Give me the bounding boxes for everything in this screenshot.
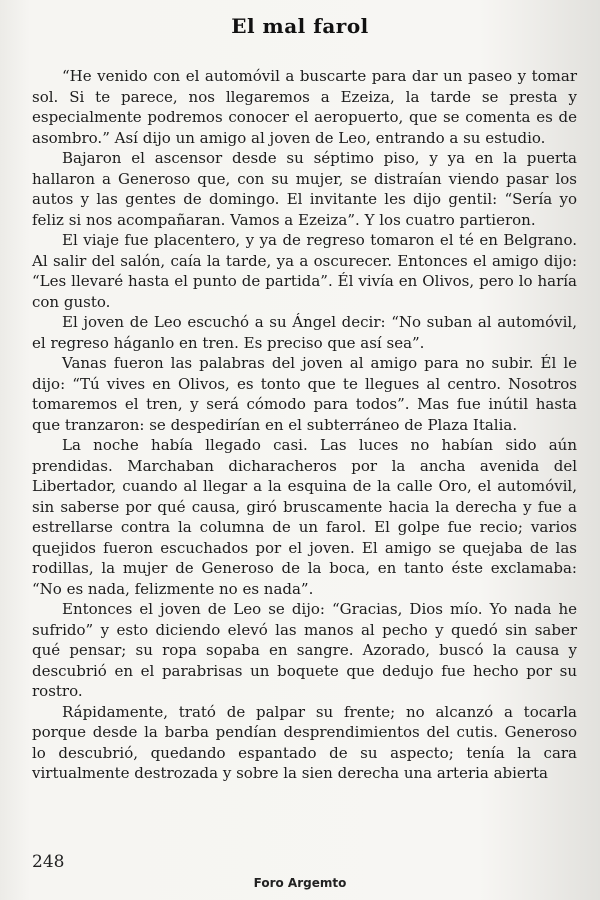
paragraph: Rápidamente, trató de palpar su frente; no alcanzó a tocarla porque desde la barba pendían desprendimientos del cutis. Generoso lo descubrió, quedando espantado de su aspecto; tenía la cara virtualmente destrozada y sobre la sien derecha una arteria abierta [32,702,577,782]
paragraph: El joven de Leo escuchó a su Ángel decir: “No suban al automóvil, el regreso háganlo en tren. Es preciso que así sea”. [32,313,577,352]
paragraph: Vanas fueron las palabras del joven al amigo para no subir. Él le dijo: “Tú vives en Olivos, es tonto que te llegues al centro. Nosotros tomaremos el tren, y será cómodo para todos”. Mas fue inútil hasta que tranzaron: se despedirían en el subterráneo de Plaza Italia. [32,354,577,434]
paragraph: Bajaron el ascensor desde su séptimo piso, y ya en la puerta hallaron a Generoso que, con su mujer, se distraían viendo pasar los autos y las gentes de domingo. El invitante les dijo gentil: “Sería yo feliz si nos acompañaran. Vamos a Ezeiza”. Y los cuatro partieron. [32,149,577,229]
chapter-body [32,66,577,784]
chapter-title: El mal farol [231,14,369,38]
footer-credit: Foro Argemto [253,876,347,890]
page-number: 248 [32,852,65,872]
paragraph: El viaje fue placentero, y ya de regreso tomaron el té en Belgrano. Al salir del salón, caía la tarde, ya a oscurecer. Entonces el amigo dijo: “Les llevaré hasta el punto de partida”. Él vivía en Olivos, pero lo haría con gusto. [32,231,577,311]
paragraph: Entonces el joven de Leo se dijo: “Gracias, Dios mío. Yo nada he sufrido” y esto diciendo elevó las manos al pecho y quedó sin saber qué pensar; su ropa sopaba en sangre. Azorado, buscó la causa y descubrió en el parabrisas un boquete que dedujo fue hecho por su rostro. [32,600,577,700]
paragraph: “He venido con el automóvil a buscarte para dar un paseo y tomar sol. Si te parece, nos llegaremos a Ezeiza, la tarde se presta y especialmente podremos conocer el aeropuerto, que se comenta es de asombro.” Así dijo un amigo al joven de Leo, entrando a su estudio. [32,67,577,147]
paragraph: La noche había llegado casi. Las luces no habían sido aún prendidas. Marchaban dicharacheros por la ancha avenida del Libertador, cuando al llegar a la esquina de la calle Oro, el automóvil, sin saberse por qué causa, giró bruscamente hacia la derecha y fue a estrellarse contra la columna de un farol. El golpe fue recio; varios quejidos fueron escuchados por el joven. El amigo se quejaba de las rodillas, la mujer de Generoso de la boca, en tanto éste exclamaba: “No es nada, felizmente no es nada”. [32,436,577,598]
